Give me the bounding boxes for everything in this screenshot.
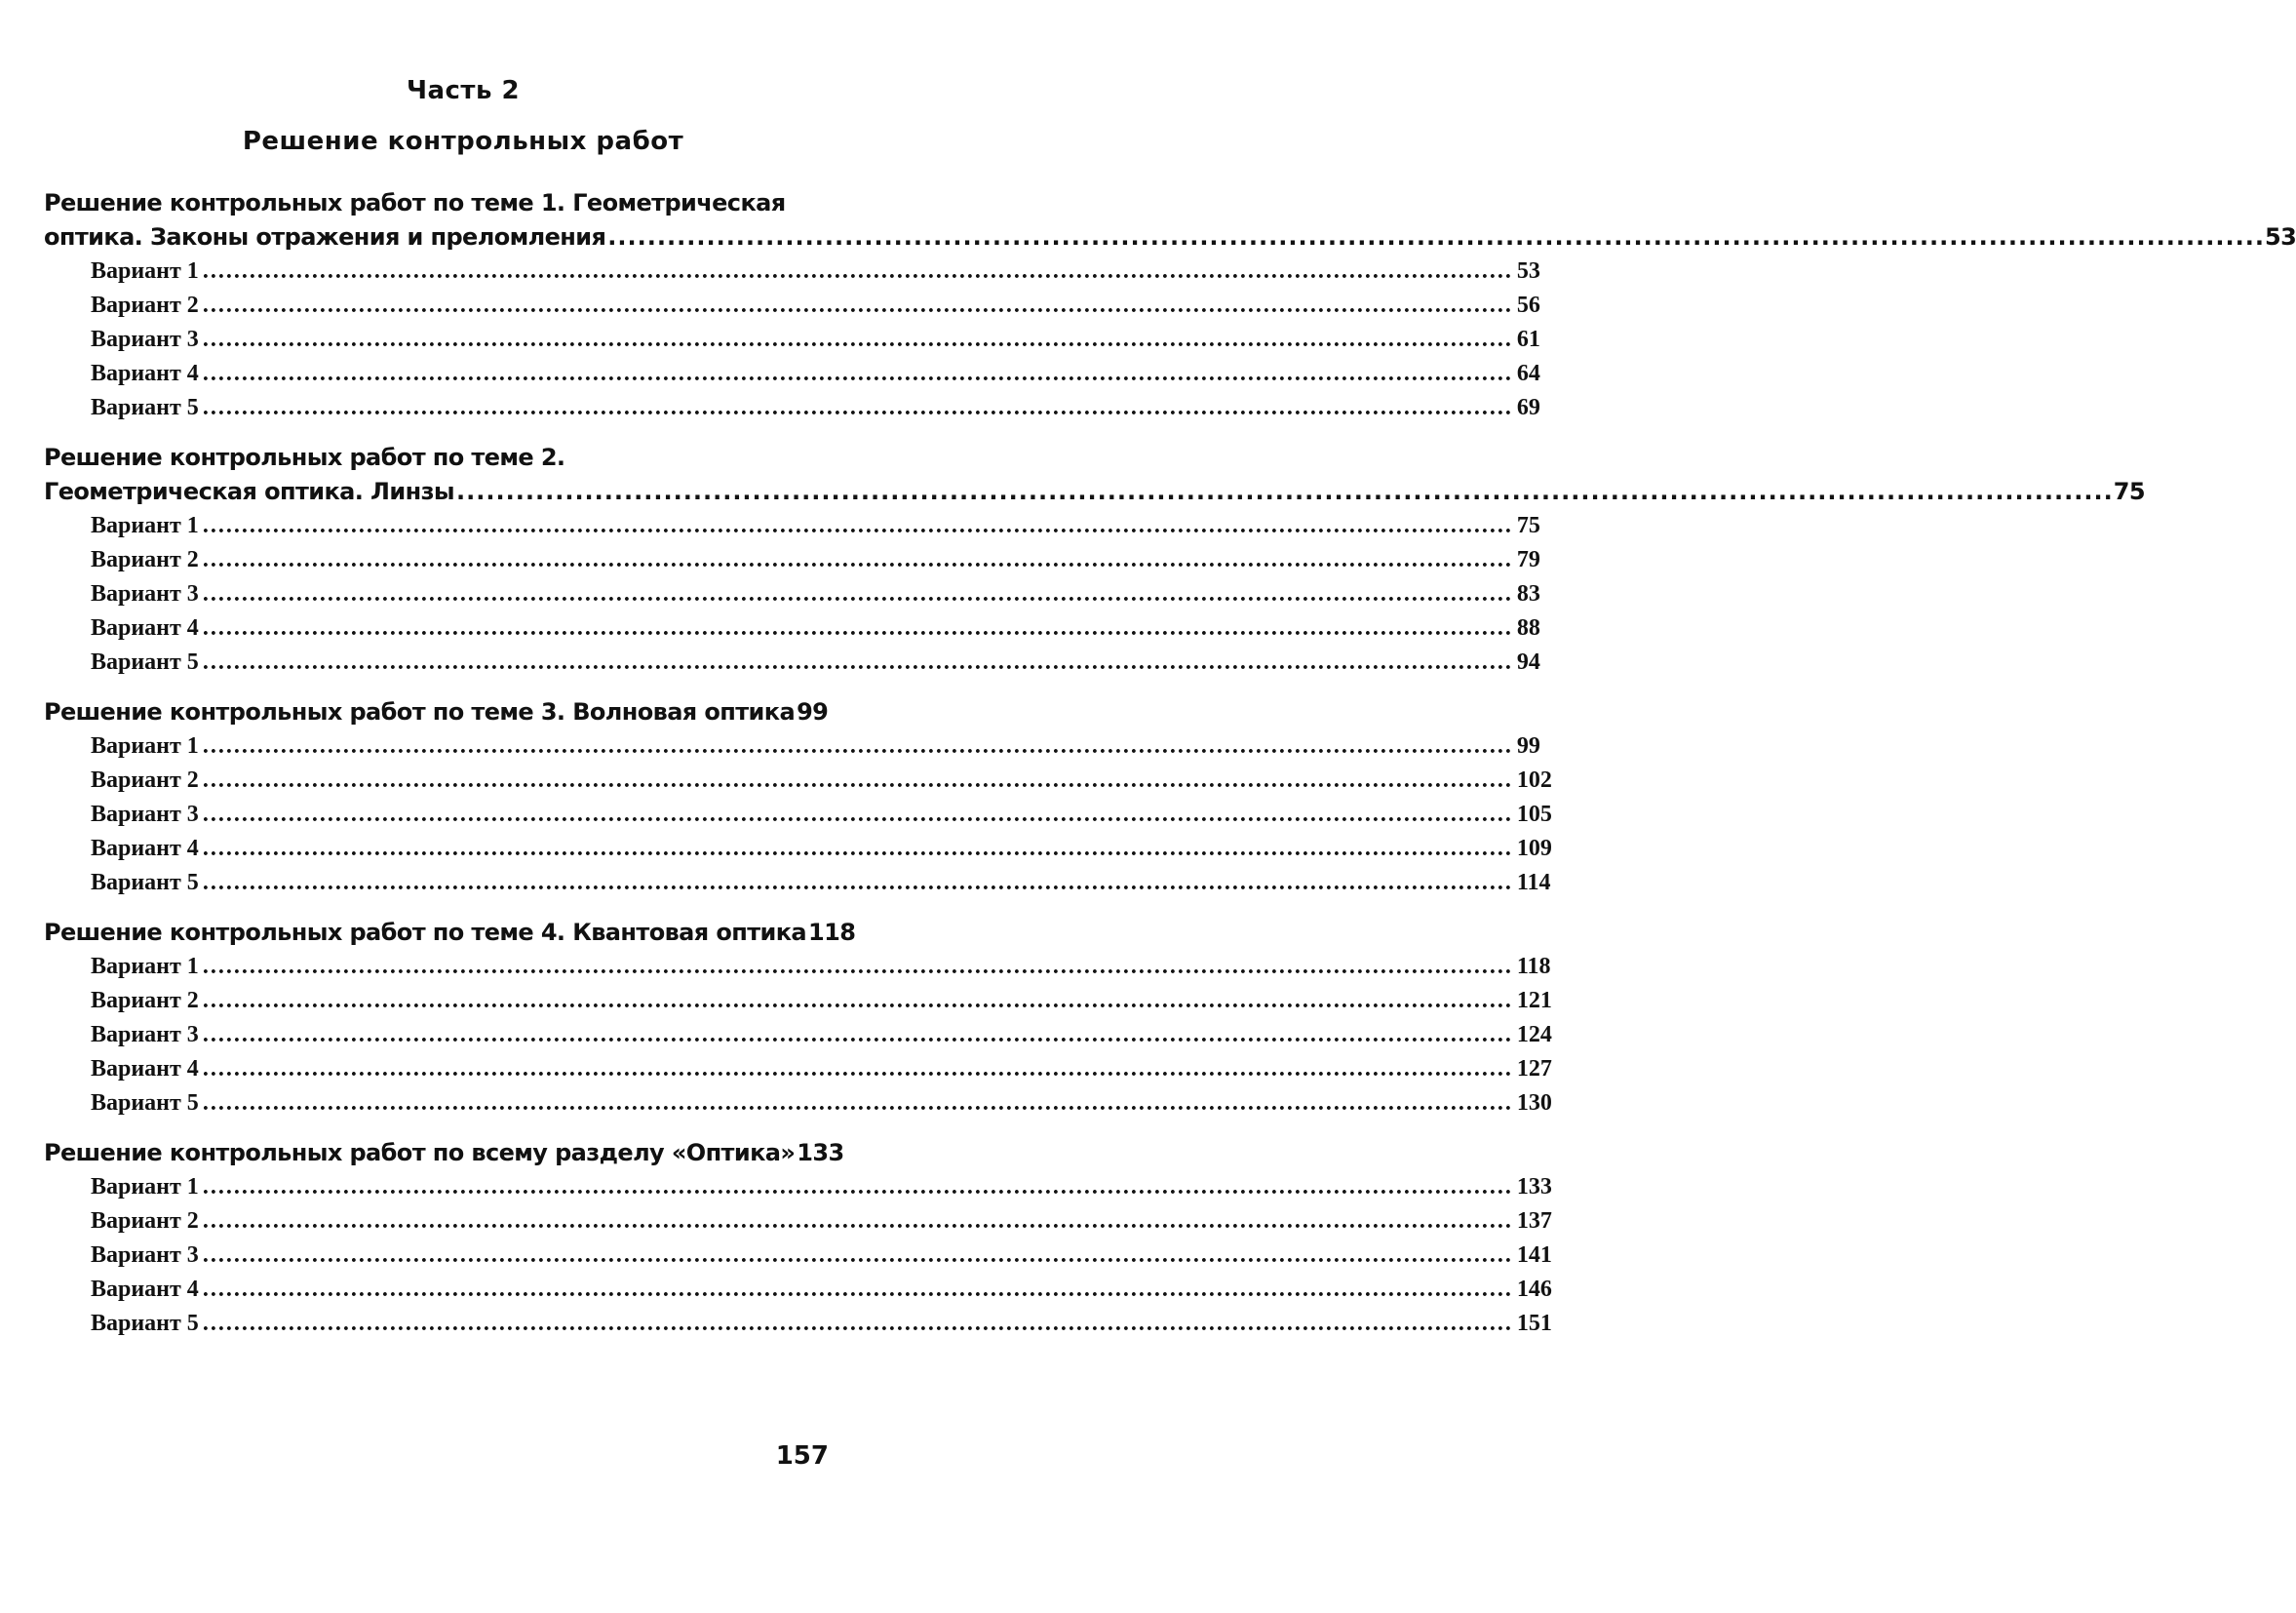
dot-leader: ........................................................................................................................................................................ xyxy=(202,1090,1513,1116)
toc-entry[interactable] xyxy=(44,646,1540,680)
toc-entry[interactable] xyxy=(44,1018,1552,1052)
toc-entry[interactable] xyxy=(44,543,1540,577)
toc-entry[interactable] xyxy=(44,1204,1552,1239)
page-number: 157 xyxy=(775,1441,829,1471)
toc-entry[interactable] xyxy=(44,1170,1552,1204)
entry-page-number: 133 xyxy=(1516,1174,1552,1200)
entry-label: Вариант 5 xyxy=(91,1311,199,1336)
entry-page-number: 141 xyxy=(1516,1242,1552,1268)
toc-section-5 xyxy=(44,1136,1552,1341)
section-heading[interactable] xyxy=(44,916,856,950)
entry-label: Вариант 2 xyxy=(91,293,199,318)
section-title-line2: Геометрическая оптика. Линзы xyxy=(44,478,455,505)
toc-entry[interactable] xyxy=(44,1273,1552,1307)
dot-leader: ........................................................................................................................................................................ xyxy=(202,1242,1513,1268)
toc-entry[interactable] xyxy=(44,577,1540,611)
entry-label: Вариант 3 xyxy=(91,1242,199,1268)
dot-leader: ........................................................................................................................................................................ xyxy=(202,1208,1513,1234)
dot-leader: ........................................................................................................................................................................ xyxy=(202,1056,1513,1082)
entry-label: Вариант 2 xyxy=(91,767,199,793)
section-title-line1: Решение контрольных работ по теме 1. Геометрическая xyxy=(44,189,786,216)
dot-leader: ........................................................................................................................................................................ xyxy=(202,733,1513,759)
section-title: Решение контрольных работ по всему разделу «Оптика» xyxy=(44,1139,796,1166)
section-title: Решение контрольных работ по теме 4. Квантовая оптика xyxy=(44,919,807,946)
entry-page-number: 83 xyxy=(1516,581,1540,607)
toc-entry[interactable] xyxy=(44,984,1552,1018)
dot-leader: ........................................................................................................................................................................ xyxy=(202,767,1513,793)
entry-label: Вариант 3 xyxy=(91,802,199,827)
section-page-number: 99 xyxy=(797,698,829,726)
entry-label: Вариант 3 xyxy=(91,581,199,607)
dot-leader: ........................................................................................................................................................................ xyxy=(202,581,1513,607)
toc-entry[interactable] xyxy=(44,1239,1552,1273)
entry-page-number: 137 xyxy=(1516,1208,1552,1234)
entry-page-number: 69 xyxy=(1516,395,1540,420)
toc-section-1 xyxy=(44,186,2296,425)
entry-page-number: 109 xyxy=(1516,836,1552,861)
entry-page-number: 79 xyxy=(1516,547,1540,572)
dot-leader: ........................................................................................................................................................................ xyxy=(202,258,1513,284)
entry-page-number: 105 xyxy=(1516,802,1552,827)
entry-label: Вариант 1 xyxy=(91,733,199,759)
section-title-line1: Решение контрольных работ по теме 2. xyxy=(44,444,565,471)
section-page-number: 118 xyxy=(808,919,856,946)
toc-entry[interactable] xyxy=(44,832,1552,866)
entry-label: Вариант 1 xyxy=(91,1174,199,1200)
dot-leader: ........................................................................................................................................................................ xyxy=(202,988,1513,1013)
part-subtitle: Решение контрольных работ xyxy=(242,127,684,156)
dot-leader: ........................................................................................................................................................................ xyxy=(202,1022,1513,1047)
section-title-row xyxy=(44,695,827,729)
toc-entry[interactable] xyxy=(44,1307,1552,1341)
section-title-row xyxy=(44,220,2296,255)
entry-page-number: 151 xyxy=(1516,1311,1552,1336)
dot-leader: ........................................................................................................................................................................ xyxy=(202,1277,1513,1302)
entry-label: Вариант 4 xyxy=(91,1277,199,1302)
entry-label: Вариант 5 xyxy=(91,1090,199,1116)
dot-leader: ........................................................................................................................................................................ xyxy=(202,547,1513,572)
dot-leader: ........................................................................................................................................................................ xyxy=(202,615,1513,641)
entry-page-number: 99 xyxy=(1516,733,1540,759)
entry-page-number: 61 xyxy=(1516,327,1540,352)
toc-entry[interactable] xyxy=(44,357,1540,391)
entry-label: Вариант 4 xyxy=(91,361,199,386)
toc-section-3 xyxy=(44,695,1552,900)
entry-label: Вариант 1 xyxy=(91,513,199,538)
toc-entry[interactable] xyxy=(44,764,1552,798)
entry-page-number: 146 xyxy=(1516,1277,1552,1302)
toc-entry[interactable] xyxy=(44,798,1552,832)
entry-label: Вариант 2 xyxy=(91,1208,199,1234)
toc-entry[interactable] xyxy=(44,391,1540,425)
dot-leader: ........................................................................................................................................................................ xyxy=(202,836,1513,861)
section-page-number: 75 xyxy=(2113,478,2145,505)
part-title: Часть 2 xyxy=(406,76,521,105)
section-page-number: 133 xyxy=(797,1139,844,1166)
section-heading[interactable] xyxy=(44,695,827,729)
entry-label: Вариант 2 xyxy=(91,988,199,1013)
dot-leader: ........................................................................................................................................................................ xyxy=(202,1311,1513,1336)
table-of-contents xyxy=(44,186,2296,1357)
entry-label: Вариант 1 xyxy=(91,954,199,979)
toc-entry[interactable] xyxy=(44,729,1540,764)
entry-label: Вариант 3 xyxy=(91,1022,199,1047)
toc-section-2 xyxy=(44,441,2145,680)
toc-entry[interactable] xyxy=(44,611,1540,646)
toc-entry[interactable] xyxy=(44,950,1551,984)
section-page-number: 53 xyxy=(2264,223,2296,251)
dot-leader: ........................................................................................................................................................................ xyxy=(202,649,1513,675)
dot-leader: ........................................................................................................................................................................ xyxy=(202,1174,1513,1200)
toc-entry[interactable] xyxy=(44,509,1540,543)
entry-page-number: 53 xyxy=(1516,258,1540,284)
section-heading[interactable] xyxy=(44,186,2296,255)
section-title-line2: оптика. Законы отражения и преломления xyxy=(44,223,606,251)
toc-section-4 xyxy=(44,916,1552,1121)
entry-label: Вариант 5 xyxy=(91,649,199,675)
entry-page-number: 64 xyxy=(1516,361,1540,386)
entry-label: Вариант 2 xyxy=(91,547,199,572)
section-heading[interactable] xyxy=(44,1136,844,1170)
section-title-row xyxy=(44,1136,844,1170)
entry-page-number: 88 xyxy=(1516,615,1540,641)
entry-label: Вариант 4 xyxy=(91,836,199,861)
toc-entry[interactable] xyxy=(44,866,1551,900)
dot-leader: ........................................................................................................................................................................ xyxy=(202,361,1513,386)
dot-leader: ........................................................................................................................................................................ xyxy=(607,223,2265,251)
dot-leader: ........................................................................................................................................................................ xyxy=(202,870,1513,895)
entry-page-number: 102 xyxy=(1516,767,1552,793)
section-title: Решение контрольных работ по теме 3. Волновая оптика xyxy=(44,698,796,726)
entry-page-number: 127 xyxy=(1516,1056,1552,1082)
entry-label: Вариант 4 xyxy=(91,1056,199,1082)
entry-label: Вариант 4 xyxy=(91,615,199,641)
toc-entry[interactable] xyxy=(44,289,1540,323)
entry-page-number: 118 xyxy=(1516,954,1551,979)
entry-page-number: 121 xyxy=(1516,988,1552,1013)
toc-entry[interactable] xyxy=(44,255,1540,289)
dot-leader: ........................................................................................................................................................................ xyxy=(202,327,1513,352)
dot-leader: ........................................................................................................................................................................ xyxy=(202,293,1513,318)
toc-entry[interactable] xyxy=(44,1086,1552,1121)
dot-leader: ........................................................................................................................................................................ xyxy=(202,954,1513,979)
dot-leader: ........................................................................................................................................................................ xyxy=(456,478,2114,505)
entry-label: Вариант 1 xyxy=(91,258,199,284)
entry-label: Вариант 5 xyxy=(91,395,199,420)
entry-page-number: 56 xyxy=(1516,293,1540,318)
entry-page-number: 124 xyxy=(1516,1022,1552,1047)
dot-leader: ........................................................................................................................................................................ xyxy=(202,513,1513,538)
entry-page-number: 94 xyxy=(1516,649,1540,675)
section-heading[interactable] xyxy=(44,441,2145,509)
dot-leader: ........................................................................................................................................................................ xyxy=(202,802,1513,827)
section-title-row xyxy=(44,475,2145,509)
entry-page-number: 75 xyxy=(1516,513,1540,538)
toc-entry[interactable] xyxy=(44,1052,1552,1086)
entry-page-number: 114 xyxy=(1516,870,1551,895)
toc-entry[interactable] xyxy=(44,323,1540,357)
section-title-row xyxy=(44,916,856,950)
dot-leader: ........................................................................................................................................................................ xyxy=(202,395,1513,420)
entry-page-number: 130 xyxy=(1516,1090,1552,1116)
entry-label: Вариант 3 xyxy=(91,327,199,352)
entry-label: Вариант 5 xyxy=(91,870,199,895)
